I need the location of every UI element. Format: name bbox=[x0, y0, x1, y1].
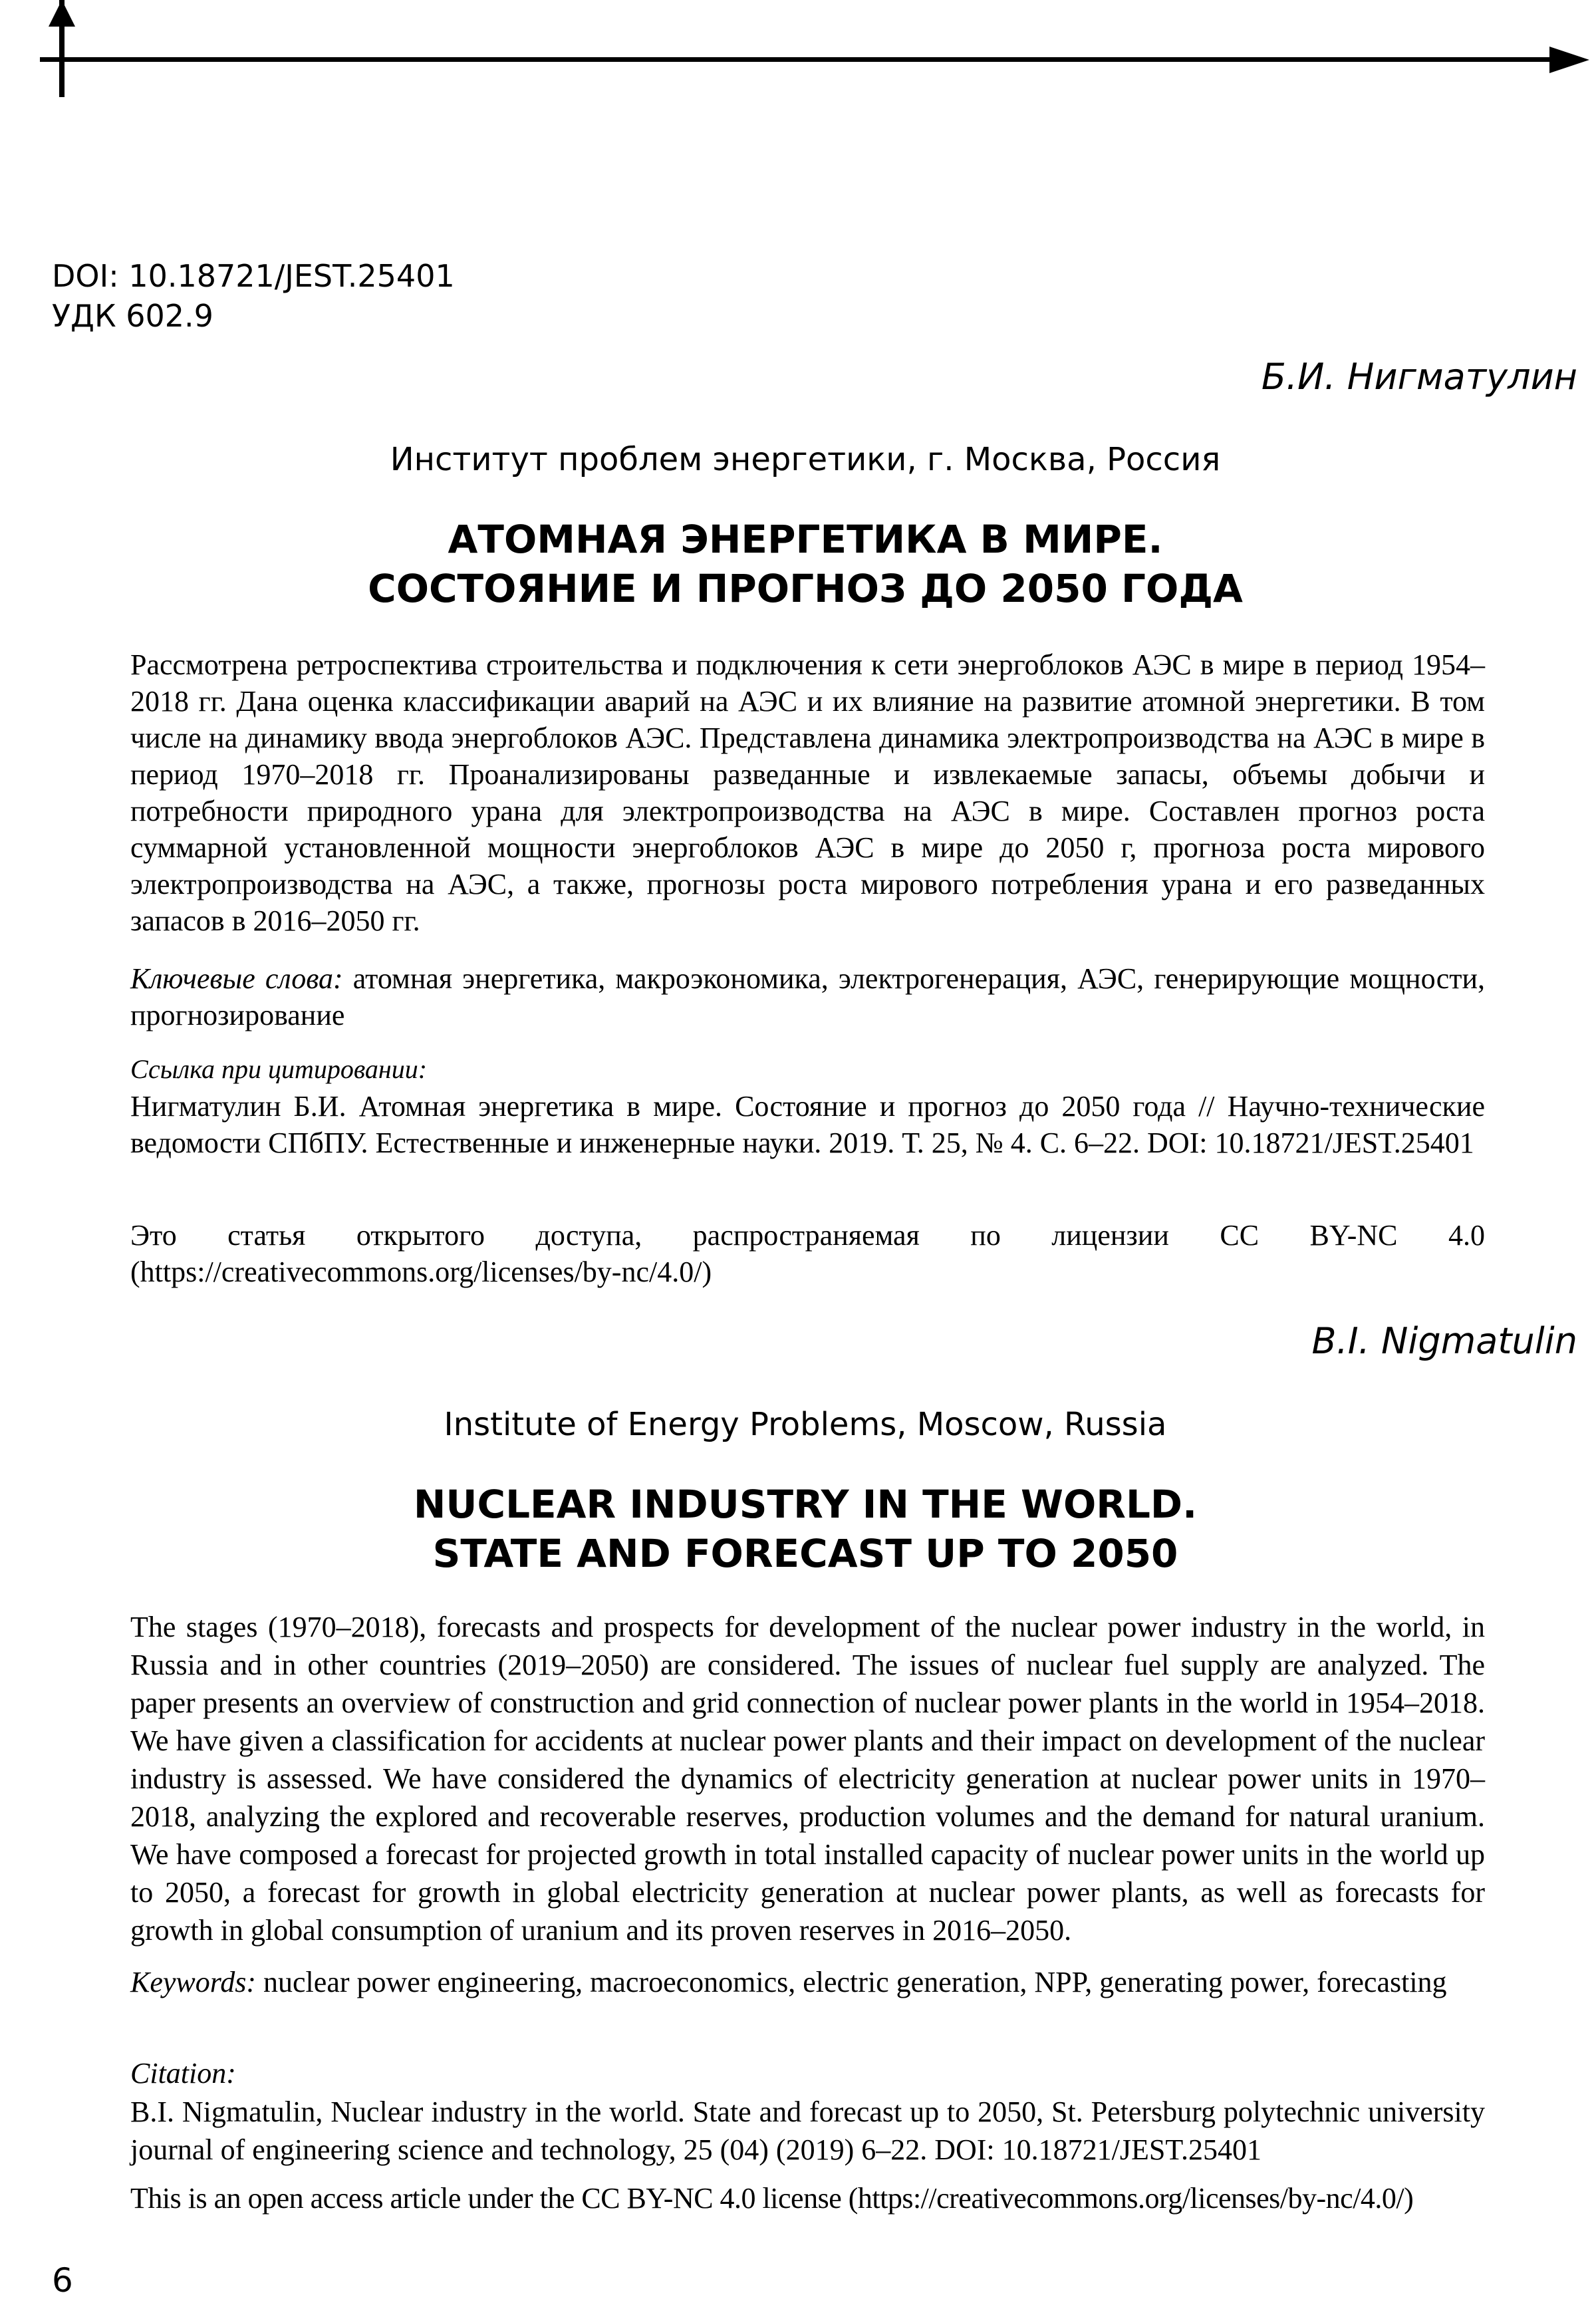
title-ru-line2: СОСТОЯНИЕ И ПРОГНОЗ ДО 2050 ГОДА bbox=[368, 566, 1243, 611]
title-ru bbox=[0, 515, 1596, 613]
citation-label-ru: Ссылка при цитировании: bbox=[130, 1054, 428, 1084]
title-en bbox=[0, 1480, 1596, 1578]
abstract-ru: Рассмотрена ретроспектива строительства и подключения к сети энергоблоков АЭС в мире в период 1954–2018 гг. Дана оценка классификации аварий на АЭС и их влияние на развитие атомной энергетики. В том числе на динамику ввода энергоблоков АЭС. Представлена динамика электропроизводства на АЭС в мире в период 1970–2018 гг. Проанализированы разведанные и извлекаемые запасы, объемы добычи и потребности природного урана для электропроизводства на АЭС в мире. Составлен прогноз роста суммарной установленной мощности энергоблоков АЭС в мире до 2050 г, прогноза роста мирового электропроизводства на АЭС, а также, прогнозы роста мирового потребления урана и его разведанных запасов в 2016–2050 гг. bbox=[130, 648, 1485, 937]
page-number: 6 bbox=[52, 2261, 73, 2300]
license-ru: Это статья открытого доступа, распространяемая по лицензии CC BY-NC 4.0 (https://creativecommons.org/licenses/by-nc/4.0/) bbox=[130, 1219, 1485, 1288]
up-arrow-icon bbox=[49, 0, 75, 27]
keywords-text: атомная энергетика, макроэкономика, электрогенерация, АЭС, генерирующие мощности, прогнозирование bbox=[130, 962, 1485, 1031]
title-ru-line1: АТОМНАЯ ЭНЕРГЕТИКА В МИРЕ. bbox=[448, 517, 1163, 562]
udc: УДК 602.9 bbox=[52, 298, 213, 334]
citation-label-en: Citation: bbox=[130, 2057, 236, 2090]
citation-ru: Нигматулин Б.И. Атомная энергетика в мире. Состояние и прогноз до 2050 года // Научно-технические ведомости СПбПУ. Естественные и инженерные науки. 2019. Т. 25, № 4. С. 6–22. DOI: 10.18721/JEST.25401 bbox=[130, 1090, 1485, 1159]
abstract-en: The stages (1970–2018), forecasts and prospects for development of the nuclear power industry in the world, in Russia and in other countries (2019–2050) are considered. The issues of nuclear fuel supply are analyzed. The paper presents an overview of construction and grid connection of nuclear power plants in the world in 1954–2018. We have given a classification for accidents at nuclear power plants and their impact on development of the nuclear industry is assessed. We have considered the dynamics of electricity generation at nuclear power units in 1970–2018, analyzing the explored and recoverable reserves, production volumes and the demand for natural uranium. We have composed a forecast for projected growth in total installed capacity of nuclear power units in the world up to 2050, a forecast for growth in global electricity generation at nuclear power plants, as well as forecasts for growth in global consumption of uranium and its proven reserves in 2016–2050. bbox=[130, 1611, 1485, 1947]
title-en-line1: NUCLEAR INDUSTRY IN THE WORLD. bbox=[413, 1482, 1198, 1527]
header-rule bbox=[40, 57, 1563, 62]
institute-ru: Институт проблем энергетики, г. Москва, Россия bbox=[390, 441, 1221, 478]
institute-en: Institute of Energy Problems, Moscow, Russia bbox=[444, 1406, 1167, 1443]
keywords-text: nuclear power engineering, macroeconomics, electric generation, NPP, generating power, forecasting bbox=[256, 1966, 1447, 1998]
author-en: B.I. Nigmatulin bbox=[1311, 1320, 1577, 1362]
author-ru: Б.И. Нигматулин bbox=[1261, 356, 1577, 398]
right-arrow-icon bbox=[1549, 47, 1589, 73]
title-en-line2: STATE AND FORECAST UP TO 2050 bbox=[432, 1531, 1178, 1576]
keywords-label: Ключевые слова: bbox=[130, 962, 343, 995]
keywords-ru bbox=[130, 960, 1485, 1033]
license-en: This is an open access article under the CC BY-NC 4.0 license (https://creativecommons.org/licenses/by-nc/4.0/) bbox=[130, 2182, 1414, 2215]
citation-en: B.I. Nigmatulin, Nuclear industry in the world. State and forecast up to 2050, St. Petersburg polytechnic university journal of engineering science and technology, 25 (04) (2019) 6–22. DOI: 10.18721/JEST.25401 bbox=[130, 2096, 1485, 2166]
keywords-en bbox=[130, 1963, 1485, 2001]
keywords-label: Keywords: bbox=[130, 1966, 257, 1998]
doi: DOI: 10.18721/JEST.25401 bbox=[52, 258, 455, 294]
